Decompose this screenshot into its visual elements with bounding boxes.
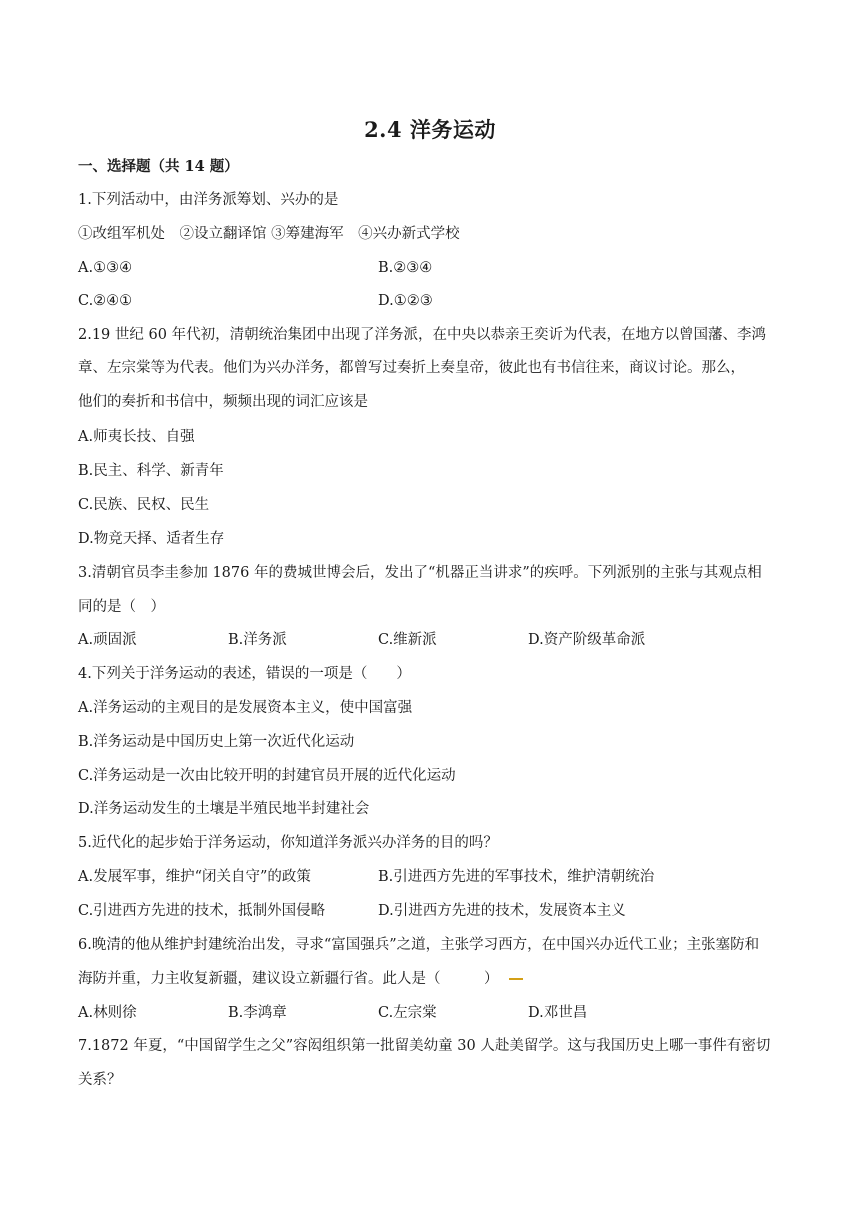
question-2-stem-line-2: 章、左宗棠等为代表。他们为兴办洋务，都曾写过奏折上奏皇帝，彼此也有书信往来，商议讨论。那么， <box>78 360 745 376</box>
question-4-option-d: D.洋务运动发生的土壤是半殖民地半封建社会 <box>78 801 370 817</box>
question-4-option-c: C.洋务运动是一次由比较开明的封建官员开展的近代化运动 <box>78 768 456 784</box>
question-1-option-a: A.①③④ <box>78 260 133 276</box>
section-heading: 一、选择题（共 14 题） <box>78 158 239 175</box>
question-2-option-d: D.物竞天择、适者生存 <box>78 531 225 547</box>
question-6-option-c: C.左宗棠 <box>378 1005 437 1021</box>
question-6-option-a: A.林则徐 <box>78 1005 137 1021</box>
question-5-option-a: A.发展军事，维护“闭关自守”的政策 <box>78 869 311 885</box>
question-2-option-b: B.民主、科学、新青年 <box>78 463 224 479</box>
question-5-stem: 5.近代化的起步始于洋务运动，你知道洋务派兴办洋务的目的吗？ <box>78 835 498 851</box>
question-3-option-d: D.资产阶级革命派 <box>528 632 646 648</box>
question-6-stem-line-2 <box>78 969 523 989</box>
question-3-option-b: B.洋务派 <box>228 632 287 648</box>
question-7-stem-line-2: 关系？ <box>78 1072 122 1088</box>
question-6-stem-line-1: 6.晚清的他从维护封建统治出发，寻求“富国强兵”之道，主张学习西方，在中国兴办近代工业；主张塞防和 <box>78 937 760 953</box>
question-4-option-b: B.洋务运动是中国历史上第一次近代化运动 <box>78 734 355 750</box>
question-5-option-d: D.引进西方先进的技术，发展资本主义 <box>378 903 626 919</box>
question-2-option-c: C.民族、民权、民生 <box>78 497 210 513</box>
question-3-stem-line-2: 同的是（ ） <box>78 599 165 615</box>
question-1-stem: 1.下列活动中，由洋务派筹划、兴办的是 <box>78 192 339 208</box>
question-3-stem-line-1: 3.清朝官员李圭参加 1876 年的费城世博会后，发出了“机器正当讲求”的疾呼。下列派别的主张与其观点相 <box>78 565 762 581</box>
question-4-option-a: A.洋务运动的主观目的是发展资本主义，使中国富强 <box>78 700 413 716</box>
question-6-stem-line-2-text: 海防并重，力主收复新疆，建议设立新疆行省。此人是（ ） <box>78 971 499 987</box>
page-title: 2.4 洋务运动 <box>364 117 496 142</box>
question-5-option-c: C.引进西方先进的技术，抵制外国侵略 <box>78 903 326 919</box>
question-2-option-a: A.师夷长技、自强 <box>78 429 195 445</box>
question-5-option-b: B.引进西方先进的军事技术，维护清朝统治 <box>378 869 655 885</box>
question-6-option-d: D.邓世昌 <box>528 1005 588 1021</box>
question-2-stem-line-1: 2.19 世纪 60 年代初，清朝统治集团中出现了洋务派，在中央以恭亲王奕䜣为代表，在地方以曾国藩、李鸿 <box>78 327 767 343</box>
question-1-option-d: D.①②③ <box>378 293 433 309</box>
question-6-option-b: B.李鸿章 <box>228 1005 287 1021</box>
question-7-stem-line-1: 7.1872 年夏，“中国留学生之父”容闳组织第一批留美幼童 30 人赴美留学。这与我国历史上哪一事件有密切 <box>78 1038 771 1054</box>
question-1-option-c: C.②④① <box>78 293 133 309</box>
question-4-stem: 4.下列关于洋务运动的表述，错误的一项是（ ） <box>78 666 411 682</box>
highlight-dash-mark <box>509 978 523 980</box>
question-3-option-a: A.顽固派 <box>78 632 137 648</box>
question-1-option-b: B.②③④ <box>378 260 433 276</box>
question-3-option-c: C.维新派 <box>378 632 437 648</box>
question-2-stem-line-3: 他们的奏折和书信中，频频出现的词汇应该是 <box>78 394 368 410</box>
question-1-statements: ①改组军机处 ②设立翻译馆 ③筹建海军 ④兴办新式学校 <box>78 226 460 242</box>
